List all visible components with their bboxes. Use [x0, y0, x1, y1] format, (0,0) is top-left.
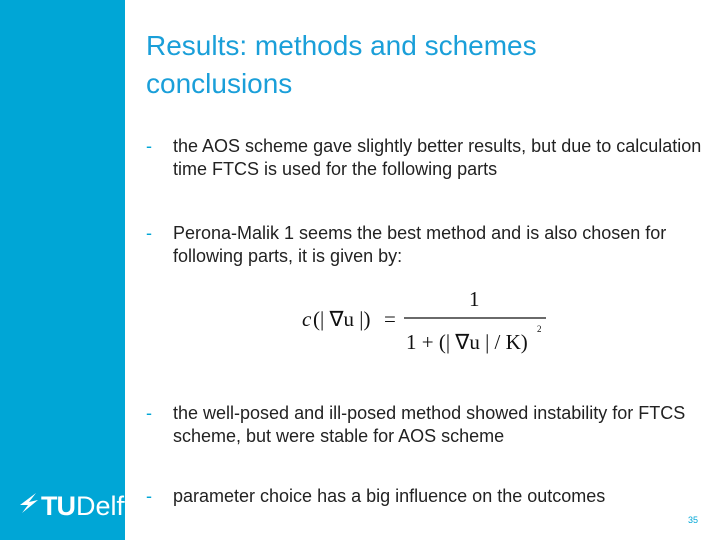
bullet-item	[146, 485, 714, 508]
bullet-text: parameter choice has a big influence on the outcomes	[173, 486, 606, 506]
title-line-2: conclusions	[146, 68, 293, 99]
bullet-text: Perona-Malik 1 seems the best method and is also chosen for following parts, it is given by:	[173, 223, 667, 266]
formula-denominator: 1 + (| ∇u | / K)	[406, 330, 528, 354]
bullet-item	[146, 402, 714, 448]
formula-lhs-c: c	[302, 307, 312, 331]
page-number: 35	[688, 515, 699, 525]
formula-equals: =	[384, 307, 396, 331]
bullet-item	[146, 222, 714, 268]
perona-malik-formula	[298, 282, 558, 358]
logo-delft-text: Delft	[76, 490, 132, 521]
bullet-dash: -	[146, 223, 152, 243]
sidebar-band	[0, 0, 125, 540]
bullet-item	[146, 135, 714, 181]
bullet-dash: -	[146, 136, 152, 156]
bullet-dash: -	[146, 403, 152, 423]
tudelft-logo	[16, 486, 132, 526]
formula-exponent: 2	[537, 324, 542, 334]
flame-icon	[16, 489, 40, 523]
title-line-1: Results: methods and schemes	[146, 30, 537, 61]
bullet-text: the well-posed and ill-posed method showed instability for FTCS scheme, but were stable for AOS scheme	[173, 403, 686, 446]
slide-title	[146, 27, 706, 103]
logo-tu-text: TU	[41, 490, 75, 521]
bullet-dash: -	[146, 486, 152, 506]
formula-numerator: 1	[469, 287, 480, 311]
formula-lhs-arg: (| ∇u |)	[313, 307, 371, 331]
bullet-text: the AOS scheme gave slightly better results, but due to calculation time FTCS is used for the following parts	[173, 136, 702, 179]
